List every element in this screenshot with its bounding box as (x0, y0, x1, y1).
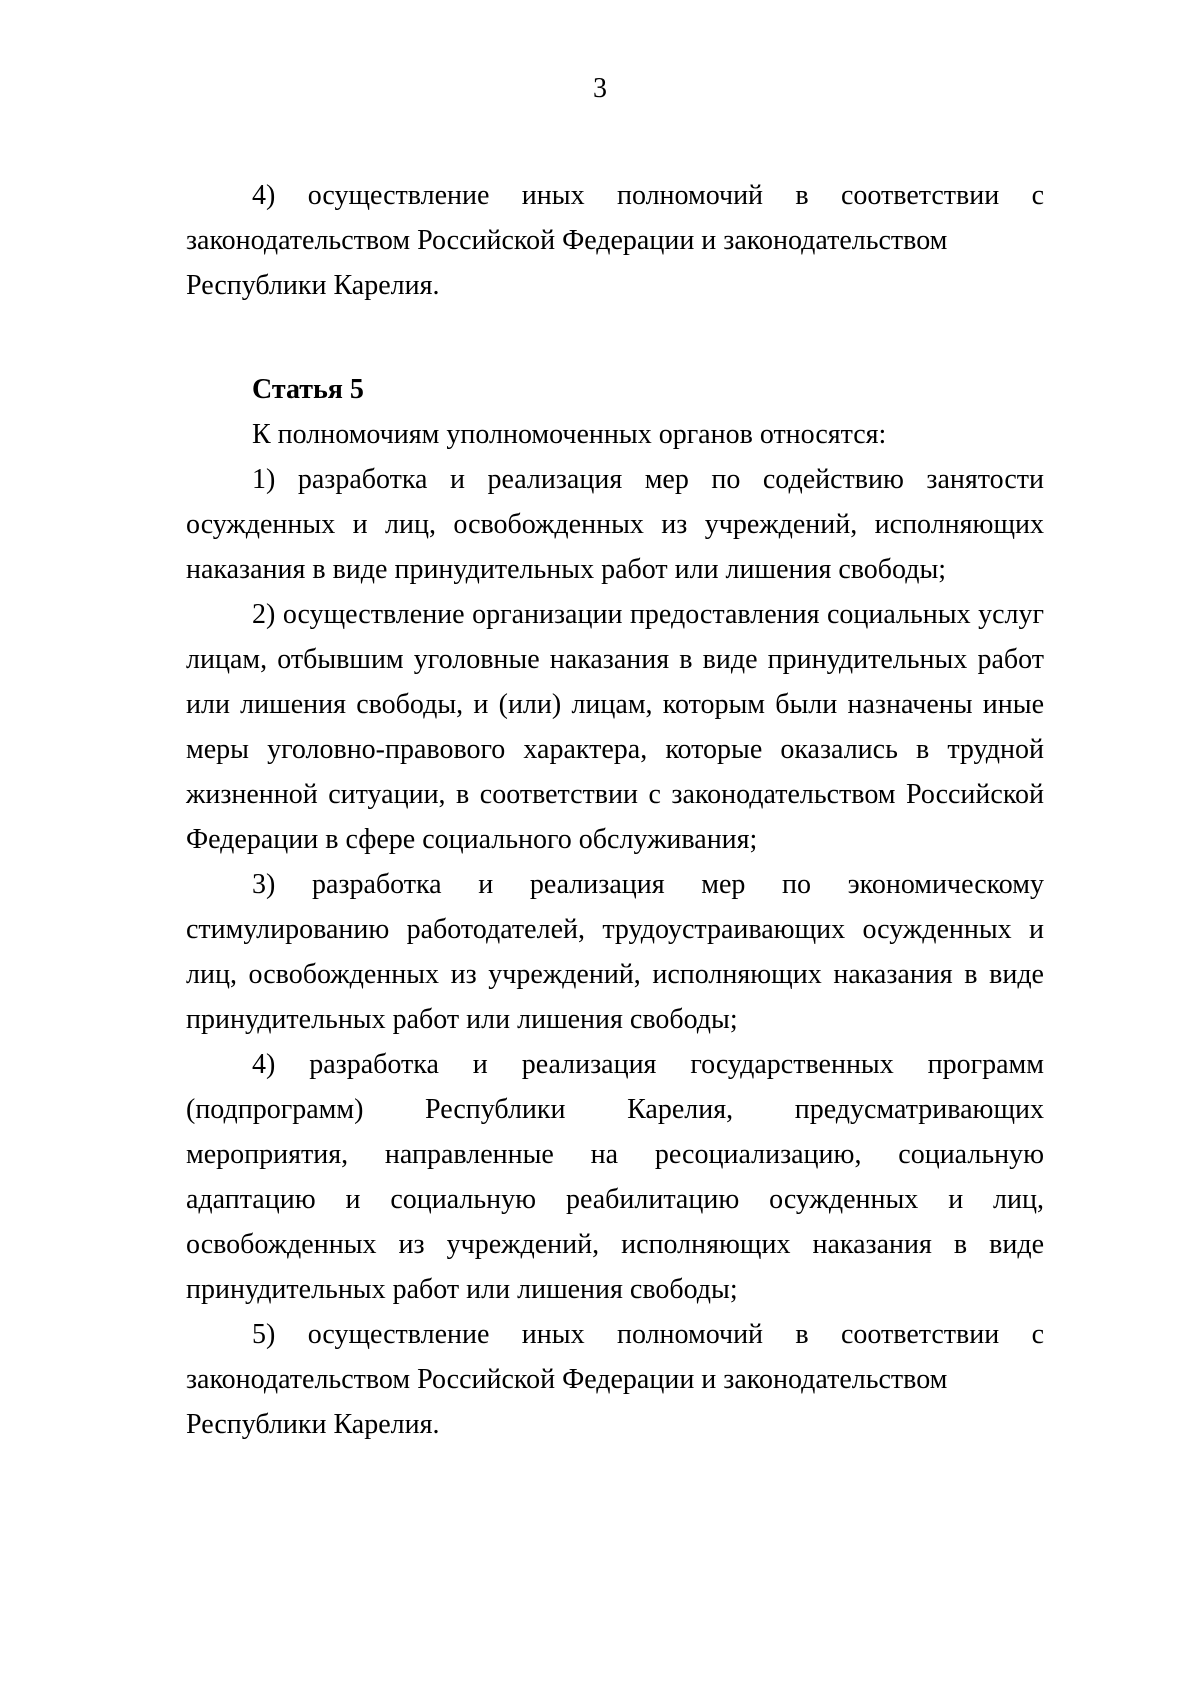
article-heading: Статья 5 (252, 374, 364, 405)
item-continuation: законодательством Российской Федерации и законодательством Республики Карелия. (186, 225, 948, 301)
list-item-article-5-item-5 (186, 1312, 1044, 1447)
list-item: 1) разработка и реализация мер по содействию занятости осужденных и лиц, освобожденных из учреждений, исполняющих наказания в виде принудительных работ или лишения свободы; (186, 464, 1044, 585)
item-continuation: законодательством Российской Федерации и законодательством Республики Карелия. (186, 1364, 948, 1440)
item-first-line: 5) осуществление иных полномочий в соответствии с (252, 1319, 1044, 1350)
list-item: 3) разработка и реализация мер по экономическому стимулированию работодателей, трудоустраивающих осужденных и лиц, освобожденных из учреждений, исполняющих наказания в виде принудительных работ или лишения свободы; (186, 869, 1044, 1035)
item-first-line: 4) осуществление иных полномочий в соответствии с (252, 180, 1044, 211)
list-item-article-4-item-4 (186, 173, 1044, 308)
document-body (186, 173, 1044, 1447)
page-number: 3 (593, 73, 607, 104)
list-item: 2) осуществление организации предоставления социальных услуг лицам, отбывшим уголовные наказания в виде принудительных работ или лишения свободы, и (или) лицам, которым были назначены иные меры уголовно-правового характера, которые оказались в трудной жизненной ситуации, в соответствии с законодательством Российской Федерации в сфере социального обслуживания; (186, 599, 1044, 855)
article-intro: К полномочиям уполномоченных органов относятся: (252, 419, 887, 450)
list-item: 4) разработка и реализация государственных программ (подпрограмм) Республики Карелия, предусматривающих мероприятия, направленные на ресоциализацию, социальную адаптацию и социальную реабилитацию осужденных и лиц, освобожденных из учреждений, исполняющих наказания в виде принудительных работ или лишения свободы; (186, 1049, 1044, 1305)
